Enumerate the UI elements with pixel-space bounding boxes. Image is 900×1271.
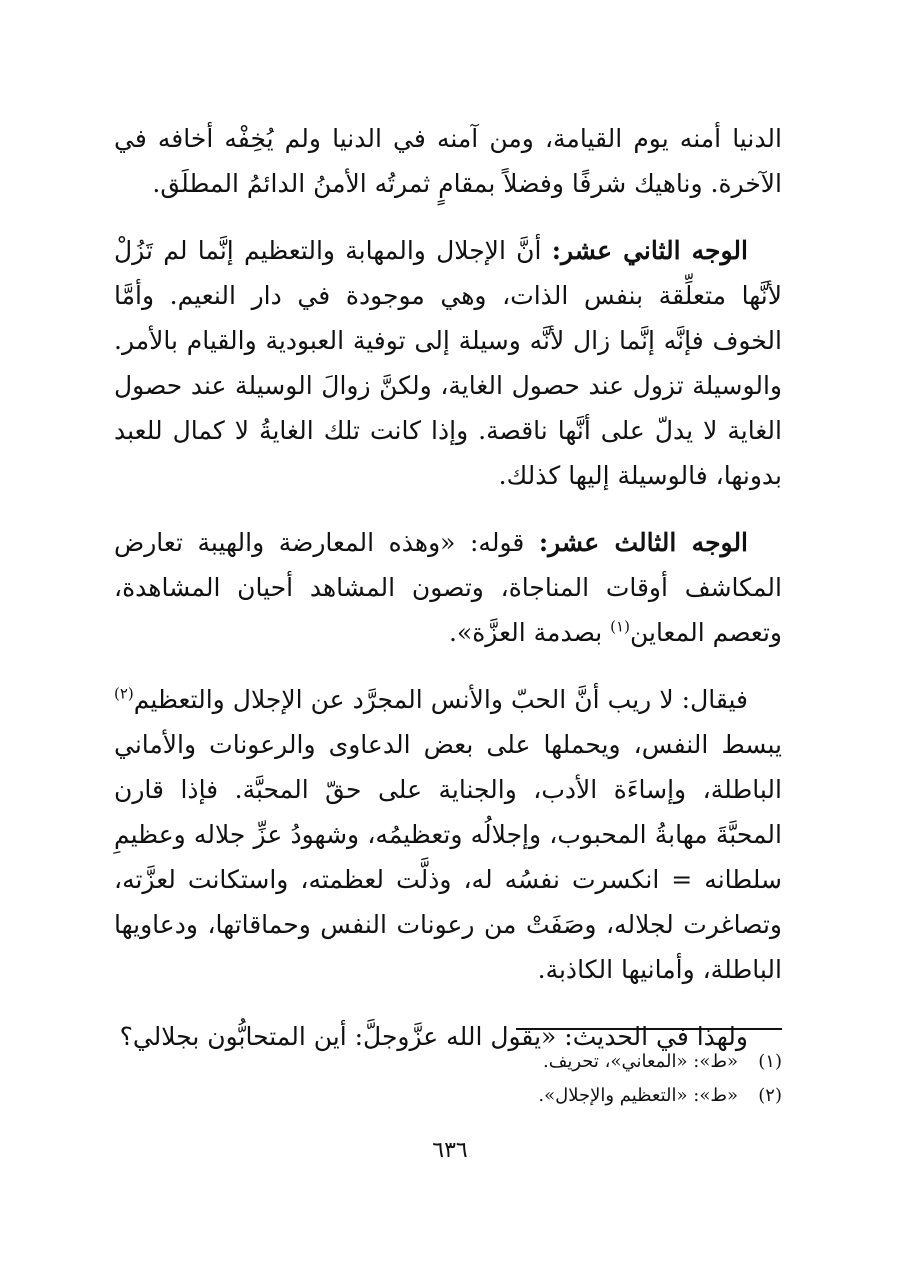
footnote-number: (٢) — [758, 1085, 782, 1106]
paragraph-3-text-a: قوله: «وهذه المعارضة والهيبة تعارض المكاشف أوقات المناجاة، وتصون المشاهد أحيان المشاهدة، وتعصم المعاين — [114, 528, 782, 647]
footnote-number: (١) — [758, 1051, 782, 1072]
paragraph-5: ولهذا في الحديث: «يقول الله عزَّوجلَّ: أين المتحابُّون بجلالي؟ — [119, 1022, 748, 1051]
section-heading-13: الوجه الثالث عشر: — [538, 528, 749, 557]
footnotes — [114, 1045, 782, 1113]
paragraph-4 — [114, 677, 782, 992]
footnote-separator — [516, 1028, 782, 1030]
paragraph-1: الدنيا أمنه يوم القيامة، ومن آمنه في الدنيا ولم يُخِفْه أخافه في الآخرة. وناهيك شرفًا وفضلاً بمقامٍ ثمرتُه الأمنُ الدائمُ المطلَق. — [114, 124, 782, 198]
footnote-ref-1: (١) — [610, 617, 630, 636]
paragraph-2-text: أنَّ الإجلال والمهابة والتعظيم إنَّما لم تَزُلْ لأنَّها متعلِّقة بنفس الذات، وهي موجودة في دار النعيم. وأمَّا الخوف فإنَّه إنَّما زال لأنَّه وسيلة إلى توفية العبودية والقيام بالأمر. والوسيلة تزول عند حصول الغاية، ولكنَّ زوالَ الوسيلة عند حصول الغاية لا يدلّ على أنَّها ناقصة. وإذا كانت تلك الغايةُ لا كمال للعبد بدونها، فالوسيلة إليها كذلك. — [114, 236, 782, 490]
main-text — [114, 116, 782, 1081]
paragraph-3 — [114, 520, 782, 655]
paragraph-4-text-b: يبسط النفس، ويحملها على بعض الدعاوى والرعونات والأماني الباطلة، وإساءَة الأدب، والجناية على حقّ المحبَّة. فإذا قارن المحبَّةَ مهابةُ المحبوب، وإجلالُه وتعظيمُه، وشهودُ عزِّ جلاله وعظيمِ سلطانه = انكسرت نفسُه له، وذلَّت لعظمته، واستكانت لعزَّته، وتصاغرت لجلاله، وصَفَتْ من رعونات النفس وحماقاتها، ودعاويها الباطلة، وأمانيها الكاذبة. — [114, 730, 782, 984]
footnote-ref-2: (٢) — [114, 684, 134, 703]
footnote-2 — [114, 1079, 782, 1113]
paragraph-2 — [114, 228, 782, 498]
section-heading-12: الوجه الثاني عشر: — [551, 236, 748, 265]
footnote-text: «ط»: «التعظيم والإجلال». — [538, 1085, 738, 1106]
page-number: ٦٣٦ — [432, 1138, 468, 1163]
footnote-1 — [114, 1045, 782, 1079]
footnote-text: «ط»: «المعاني»، تحريف. — [542, 1051, 738, 1072]
paragraph-4-text-a: فيقال: لا ريب أنَّ الحبّ والأنس المجرَّد عن الإجلال والتعظيم — [133, 685, 748, 714]
paragraph-3-text-b: بصدمة العزَّة». — [448, 618, 611, 647]
